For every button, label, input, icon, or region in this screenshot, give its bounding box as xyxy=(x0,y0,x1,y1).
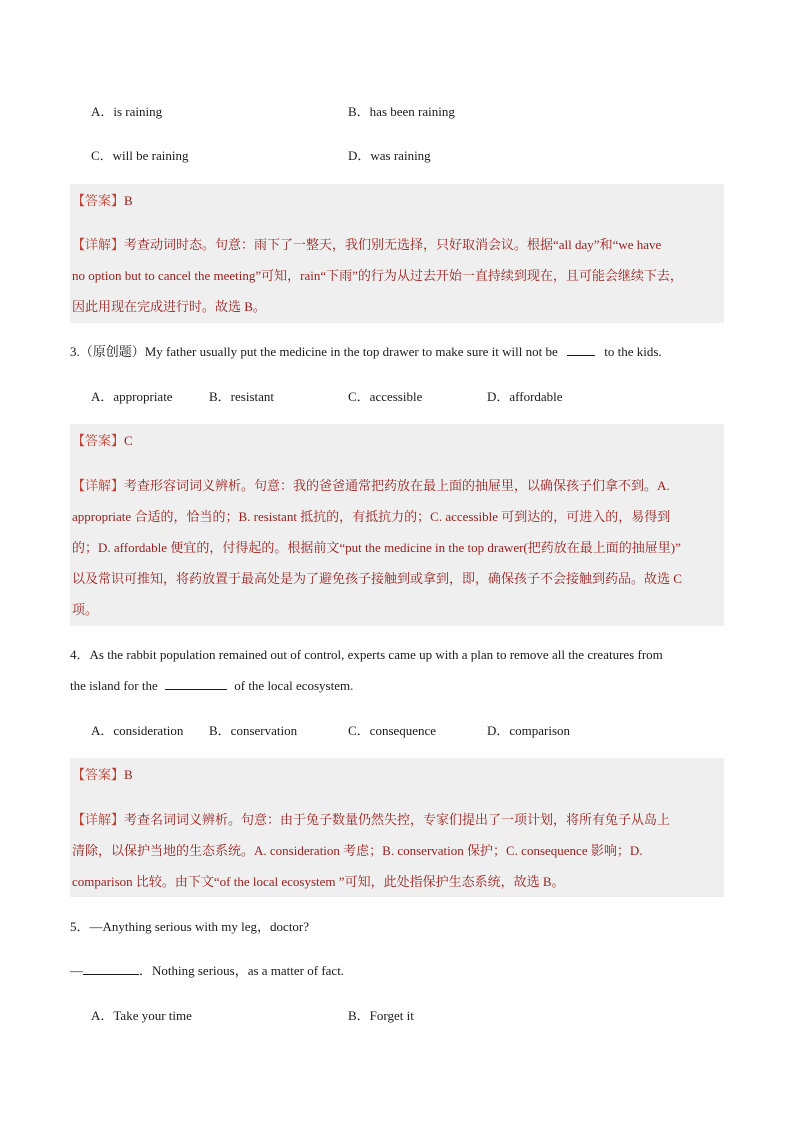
q4-option-d: D．comparison xyxy=(487,723,571,738)
q5-option-b: B．Forget it xyxy=(348,1008,414,1023)
answer-value: C xyxy=(124,433,133,448)
q5-option-a: A．Take your time xyxy=(91,1008,192,1023)
detail-text: 考查动词时态。句意：雨下了一整天，我们别无选择，只好取消会议。根据“all day”和“we have xyxy=(124,237,662,252)
q3-option-b: B．resistant xyxy=(209,389,274,404)
q4-option-b: B．conservation xyxy=(209,723,298,738)
q3-option-a: A．appropriate xyxy=(91,389,173,404)
q2-option-b: B．has been raining xyxy=(348,104,455,119)
detail-tag: 【详解】 xyxy=(72,812,125,827)
q3-answer-box xyxy=(70,424,724,626)
q4-answer-box xyxy=(70,758,724,897)
q3-blank xyxy=(567,343,595,356)
q3-detail-line-5: 项。 xyxy=(72,602,99,617)
q4-detail-line-3: comparison 比较。由下文“of the local ecosystem ”可知，此处指保护生态系统，故选 B。 xyxy=(72,874,565,889)
q3-detail-line-1 xyxy=(72,477,670,495)
detail-tag: 【详解】 xyxy=(72,478,125,493)
q2-detail-line-3: 因此用现在完成进行时。故选 B。 xyxy=(72,299,266,314)
q4-stem-line-1: 4．As the rabbit population remained out of control, experts came up with a plan to remove all the creatures from xyxy=(70,647,663,662)
q3-stem-before: 3.（原创题）My father usually put the medicine in the top drawer to make sure it will not be xyxy=(70,344,558,359)
q3-option-d: D．affordable xyxy=(487,389,563,404)
answer-tag: 【答案】 xyxy=(72,433,125,448)
q5-stem-line-2 xyxy=(70,962,344,980)
q3-stem-after: to the kids. xyxy=(604,344,662,359)
detail-tag: 【详解】 xyxy=(72,237,125,252)
q2-answer xyxy=(72,192,133,210)
q3-option-c: C．accessible xyxy=(348,389,423,404)
q2-answer-box xyxy=(70,184,724,323)
q4-blank xyxy=(165,677,227,690)
q4-stem-line-2 xyxy=(70,677,353,695)
q4-stem-before: the island for the xyxy=(70,678,158,693)
q3-detail-line-3: 的；D. affordable 便宜的，付得起的。根据前文“put the medicine in the top drawer(把药放在最上面的抽屉里)” xyxy=(72,540,681,555)
q4-option-a: A．consideration xyxy=(91,723,184,738)
detail-text: 考查形容词词义辨析。句意：我的爸爸通常把药放在最上面的抽屉里，以确保孩子们拿不到。A. xyxy=(124,478,670,493)
q3-stem xyxy=(70,343,662,361)
q3-detail-line-4: 以及常识可推知，将药放置于最高处是为了避免孩子接触到或拿到，即，确保孩子不会接触到药品。故选 C xyxy=(72,571,682,586)
q2-detail-line-2: no option but to cancel the meeting”可知，rain“下雨”的行为从过去开始一直持续到现在，且可能会继续下去， xyxy=(72,268,683,283)
q5-blank xyxy=(83,962,139,975)
answer-tag: 【答案】 xyxy=(72,767,125,782)
q5-stem-after: ．Nothing serious，as a matter of fact. xyxy=(139,963,345,978)
q4-detail-line-1 xyxy=(72,811,670,829)
q4-detail-line-2: 清除，以保护当地的生态系统。A. consideration 考虑；B. conservation 保护；C. consequence 影响；D. xyxy=(72,843,643,858)
answer-value: B xyxy=(124,193,133,208)
q4-stem-after: of the local ecosystem. xyxy=(234,678,354,693)
q3-answer xyxy=(72,432,133,450)
q2-option-c: C．will be raining xyxy=(91,148,189,163)
q5-stem-before: — xyxy=(70,963,83,978)
q3-detail-line-2: appropriate 合适的，恰当的；B. resistant 抵抗的，有抵抗力的；C. accessible 可到达的，可进入的，易得到 xyxy=(72,509,671,524)
q5-stem-line-1: 5．—Anything serious with my leg，doctor? xyxy=(70,919,310,934)
q4-option-c: C．consequence xyxy=(348,723,437,738)
q2-option-d: D．was raining xyxy=(348,148,431,163)
answer-value: B xyxy=(124,767,133,782)
detail-text: 考查名词词义辨析。句意：由于兔子数量仍然失控，专家们提出了一项计划，将所有兔子从岛上 xyxy=(124,812,671,827)
q2-option-a: A．is raining xyxy=(91,104,163,119)
q2-detail-line-1 xyxy=(72,236,661,254)
q4-answer xyxy=(72,766,133,784)
answer-tag: 【答案】 xyxy=(72,193,125,208)
